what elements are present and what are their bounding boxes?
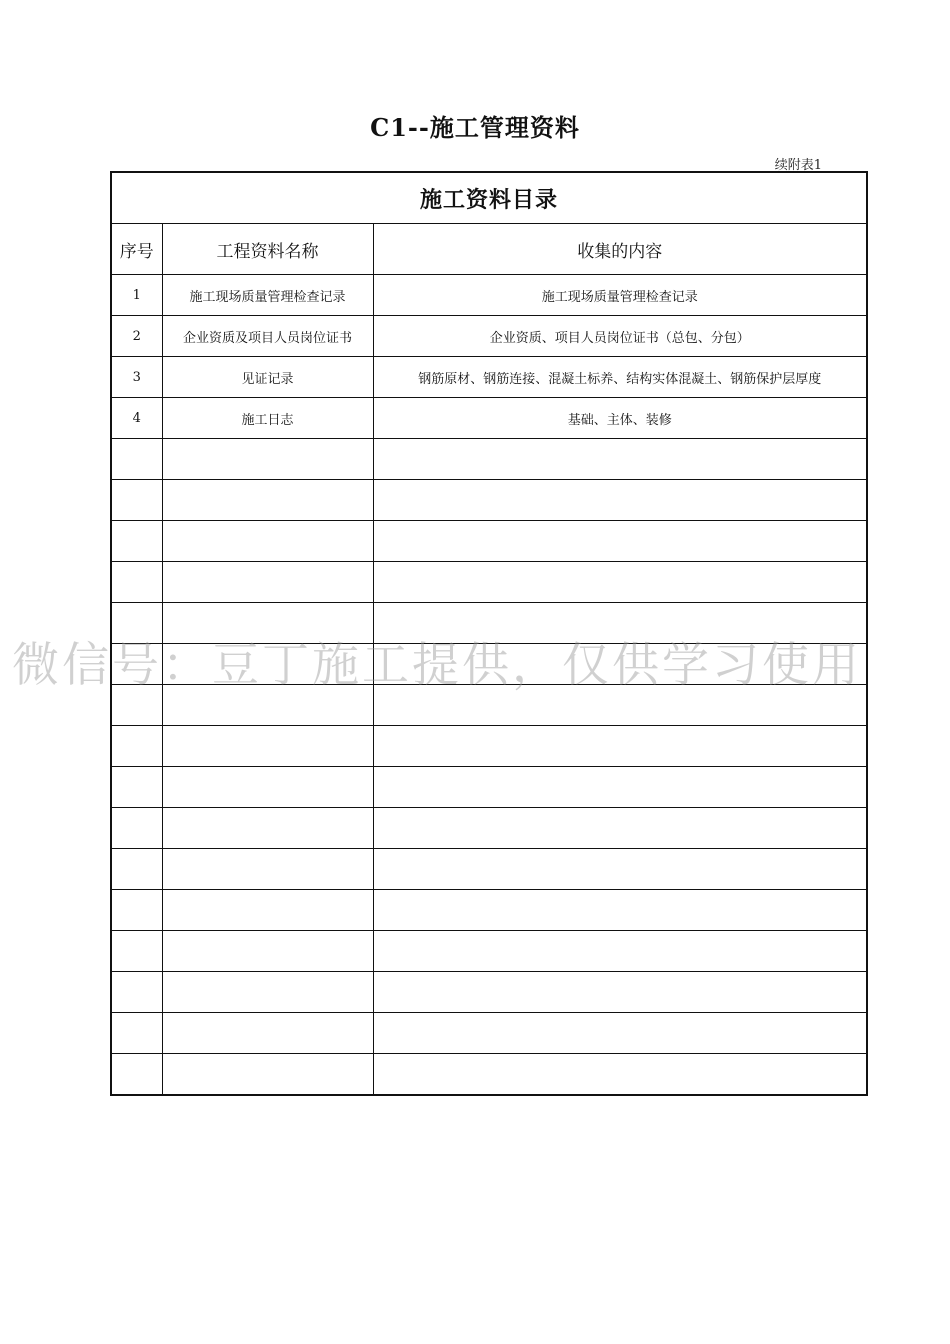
row-collected-content xyxy=(373,1013,867,1054)
row-collected-content xyxy=(373,931,867,972)
row-document-name xyxy=(162,767,373,808)
table-row xyxy=(111,398,867,439)
row-document-name: 施工日志 xyxy=(162,398,373,439)
records-table xyxy=(110,171,868,1096)
row-serial-no xyxy=(111,603,162,644)
row-collected-content xyxy=(373,603,867,644)
header-serial-no: 序号 xyxy=(111,224,162,275)
table-caption-row xyxy=(111,172,867,224)
row-collected-content: 施工现场质量管理检查记录 xyxy=(373,275,867,316)
row-document-name xyxy=(162,685,373,726)
row-serial-no xyxy=(111,1054,162,1096)
row-serial-no: 4 xyxy=(111,398,162,439)
table-row xyxy=(111,357,867,398)
row-document-name: 见证记录 xyxy=(162,357,373,398)
row-serial-no xyxy=(111,1013,162,1054)
table-row xyxy=(111,521,867,562)
row-document-name xyxy=(162,931,373,972)
table-header-row xyxy=(111,224,867,275)
row-document-name xyxy=(162,439,373,480)
row-serial-no xyxy=(111,808,162,849)
row-collected-content xyxy=(373,890,867,931)
row-document-name xyxy=(162,808,373,849)
page-title: C1--施工管理资料 xyxy=(370,113,580,142)
row-collected-content: 钢筋原材、钢筋连接、混凝土标养、结构实体混凝土、钢筋保护层厚度 xyxy=(373,357,867,398)
table-row xyxy=(111,931,867,972)
row-serial-no: 3 xyxy=(111,357,162,398)
row-collected-content xyxy=(373,521,867,562)
row-document-name: 施工现场质量管理检查记录 xyxy=(162,275,373,316)
row-collected-content xyxy=(373,972,867,1013)
row-collected-content xyxy=(373,849,867,890)
header-document-name: 工程资料名称 xyxy=(162,224,373,275)
row-document-name xyxy=(162,480,373,521)
row-serial-no xyxy=(111,480,162,521)
row-collected-content: 企业资质、项目人员岗位证书（总包、分包） xyxy=(373,316,867,357)
row-document-name xyxy=(162,521,373,562)
row-serial-no xyxy=(111,726,162,767)
table-row xyxy=(111,316,867,357)
row-document-name xyxy=(162,890,373,931)
row-collected-content: 基础、主体、装修 xyxy=(373,398,867,439)
row-serial-no xyxy=(111,849,162,890)
table-row xyxy=(111,972,867,1013)
row-document-name xyxy=(162,726,373,767)
table-row xyxy=(111,685,867,726)
table-row xyxy=(111,644,867,685)
row-document-name: 企业资质及项目人员岗位证书 xyxy=(162,316,373,357)
table-row xyxy=(111,1013,867,1054)
row-serial-no: 1 xyxy=(111,275,162,316)
row-serial-no: 2 xyxy=(111,316,162,357)
row-document-name xyxy=(162,849,373,890)
table-row xyxy=(111,849,867,890)
row-serial-no xyxy=(111,521,162,562)
row-document-name xyxy=(162,972,373,1013)
table-row xyxy=(111,439,867,480)
row-serial-no xyxy=(111,972,162,1013)
row-serial-no xyxy=(111,890,162,931)
table-row xyxy=(111,890,867,931)
row-serial-no xyxy=(111,685,162,726)
table-row xyxy=(111,480,867,521)
header-collected-content: 收集的内容 xyxy=(373,224,867,275)
row-serial-no xyxy=(111,439,162,480)
row-document-name xyxy=(162,603,373,644)
row-document-name xyxy=(162,1054,373,1096)
row-collected-content xyxy=(373,480,867,521)
table-row xyxy=(111,1054,867,1096)
table-row xyxy=(111,726,867,767)
table-row xyxy=(111,767,867,808)
table-row xyxy=(111,275,867,316)
row-serial-no xyxy=(111,767,162,808)
table-row xyxy=(111,562,867,603)
table-caption: 施工资料目录 xyxy=(111,172,867,224)
row-serial-no xyxy=(111,931,162,972)
row-collected-content xyxy=(373,562,867,603)
records-table-body xyxy=(111,172,867,1095)
table-row xyxy=(111,808,867,849)
row-serial-no xyxy=(111,562,162,603)
watermark-text: 微信号：豆丁施工提供，仅供学习使用 xyxy=(12,638,862,693)
row-collected-content xyxy=(373,685,867,726)
row-serial-no xyxy=(111,644,162,685)
row-collected-content xyxy=(373,808,867,849)
form-reference-label: 续附表1 xyxy=(774,158,822,173)
row-collected-content xyxy=(373,644,867,685)
row-collected-content xyxy=(373,767,867,808)
row-document-name xyxy=(162,1013,373,1054)
row-document-name xyxy=(162,562,373,603)
row-collected-content xyxy=(373,1054,867,1096)
row-document-name xyxy=(162,644,373,685)
row-collected-content xyxy=(373,726,867,767)
row-collected-content xyxy=(373,439,867,480)
table-row xyxy=(111,603,867,644)
